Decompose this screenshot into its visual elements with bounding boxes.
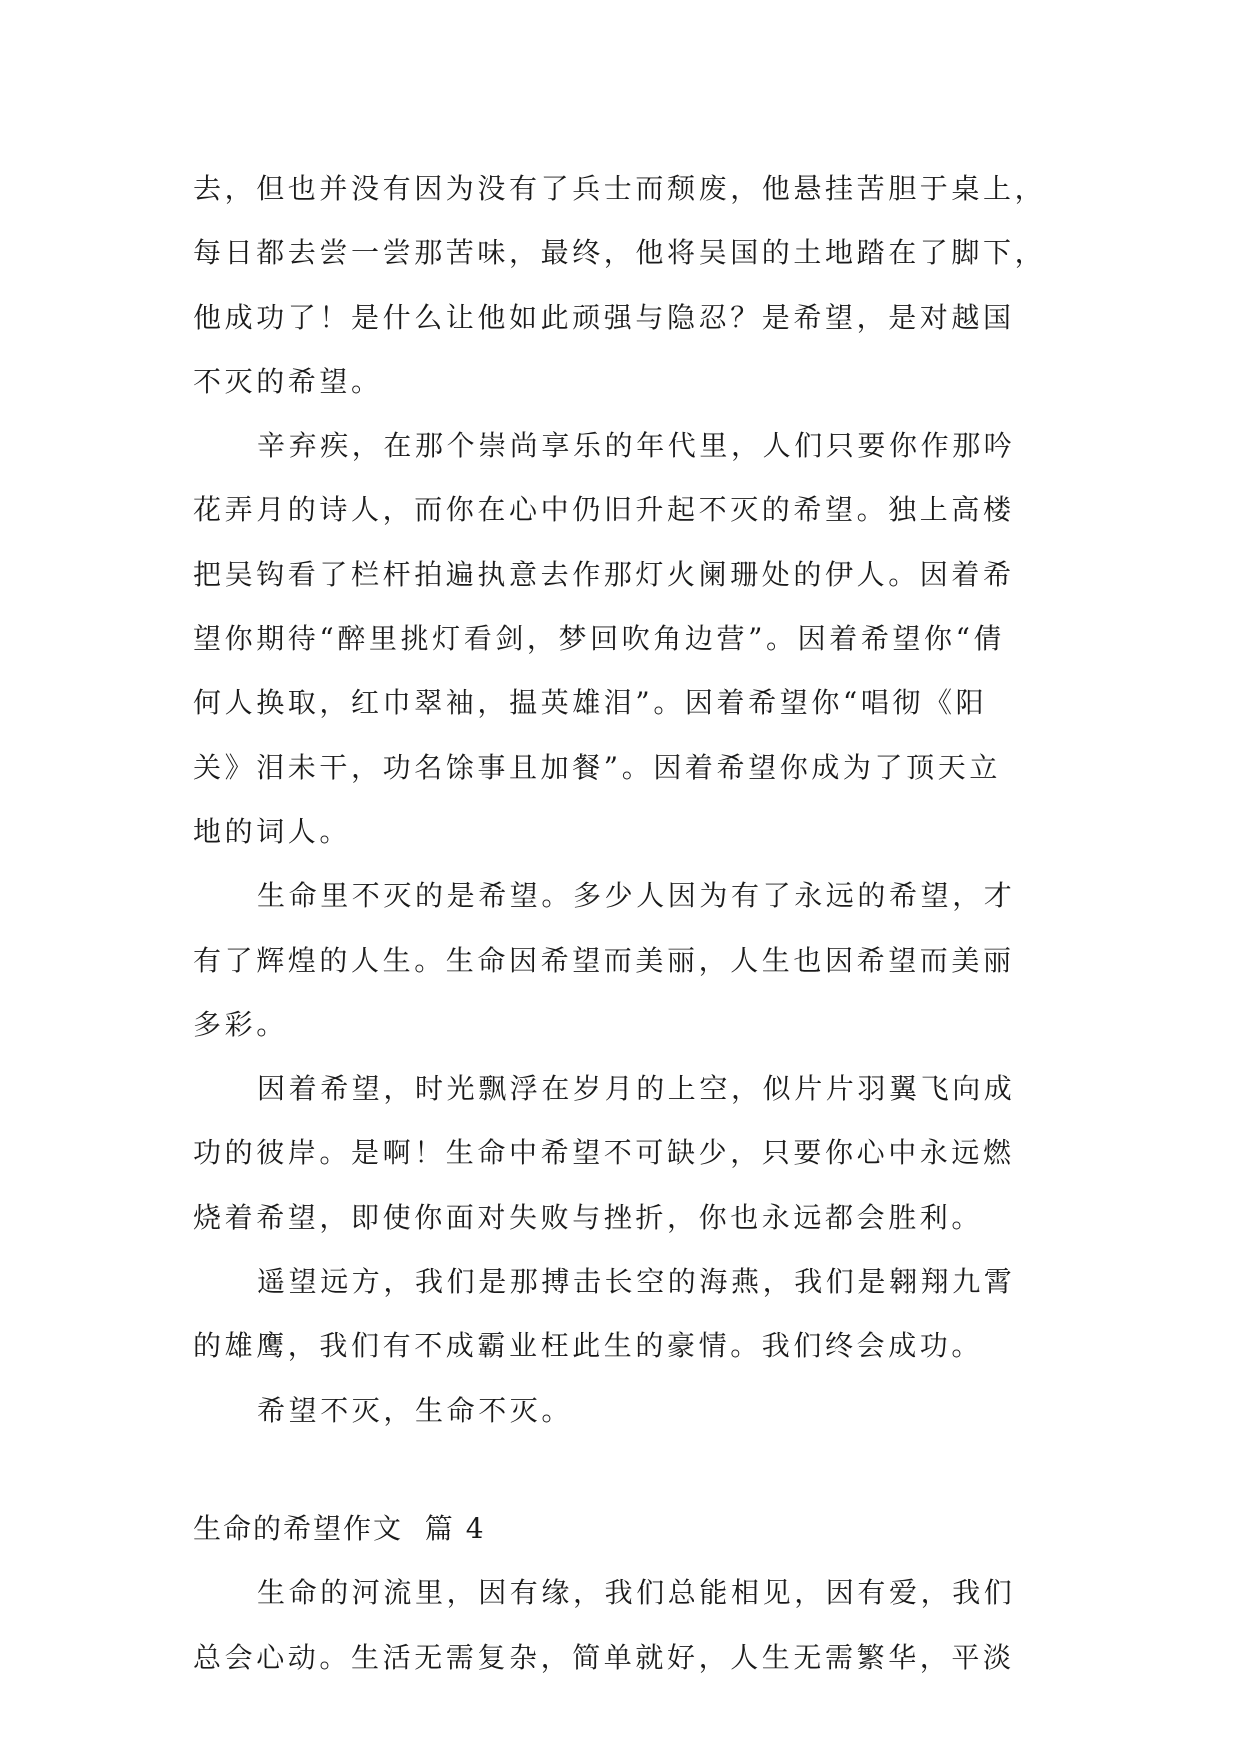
document-body bbox=[193, 157, 1061, 1690]
paragraph-xin-qiji: 辛弃疾，在那个崇尚享乐的年代里，人们只要你作那吟 花弄月的诗人，而你在心中仍旧升起不灭的希望。独上高楼 把吴钩看了栏杆拍遍执意去作那灯火阑珊处的伊人。因着希 望你期待“醉里挑灯看剑，梦回吹角边营”。因着希望你“倩 何人换取，红巾翠袖，揾英雄泪”。因着希望你“唱彻《阳 关》泪未干，功名馀事且加餐”。因着希望你成为了顶天立 地的词人。 bbox=[193, 429, 1016, 848]
paragraph-continued: 去，但也并没有因为没有了兵士而颓废，他悬挂苦胆于桌上， 每日都去尝一尝那苦味，最终，他将吴国的土地踏在了脚下， 他成功了！是什么让他如此顽强与隐忍？是希望，是对越国 不灭的希望。 bbox=[193, 172, 1047, 398]
paragraph-river-of-life: 生命的河流里，因有缘，我们总能相见，因有爱，我们 总会心动。生活无需复杂，简单就好，人生无需繁华，平淡 bbox=[193, 1576, 1016, 1674]
paragraph-hope-undying: 希望不灭，生命不灭。 bbox=[257, 1393, 574, 1427]
paragraph-time-floating: 因着希望，时光飘浮在岁月的上空，似片片羽翼飞向成 功的彼岸。是啊！生命中希望不可缺少，只要你心中永远燃 烧着希望，即使你面对失败与挫折，你也永远都会胜利。 bbox=[193, 1072, 1016, 1234]
paragraph-hope-in-life: 生命里不灭的是希望。多少人因为有了永远的希望，才 有了辉煌的人生。生命因希望而美丽，人生也因希望而美丽 多彩。 bbox=[193, 879, 1016, 1041]
section-title: 生命的希望作文 篇 4 bbox=[193, 1511, 486, 1545]
paragraph-looking-afar: 遥望远方，我们是那搏击长空的海燕，我们是翱翔九霄 的雄鹰，我们有不成霸业枉此生的豪情。我们终会成功。 bbox=[193, 1265, 1016, 1363]
